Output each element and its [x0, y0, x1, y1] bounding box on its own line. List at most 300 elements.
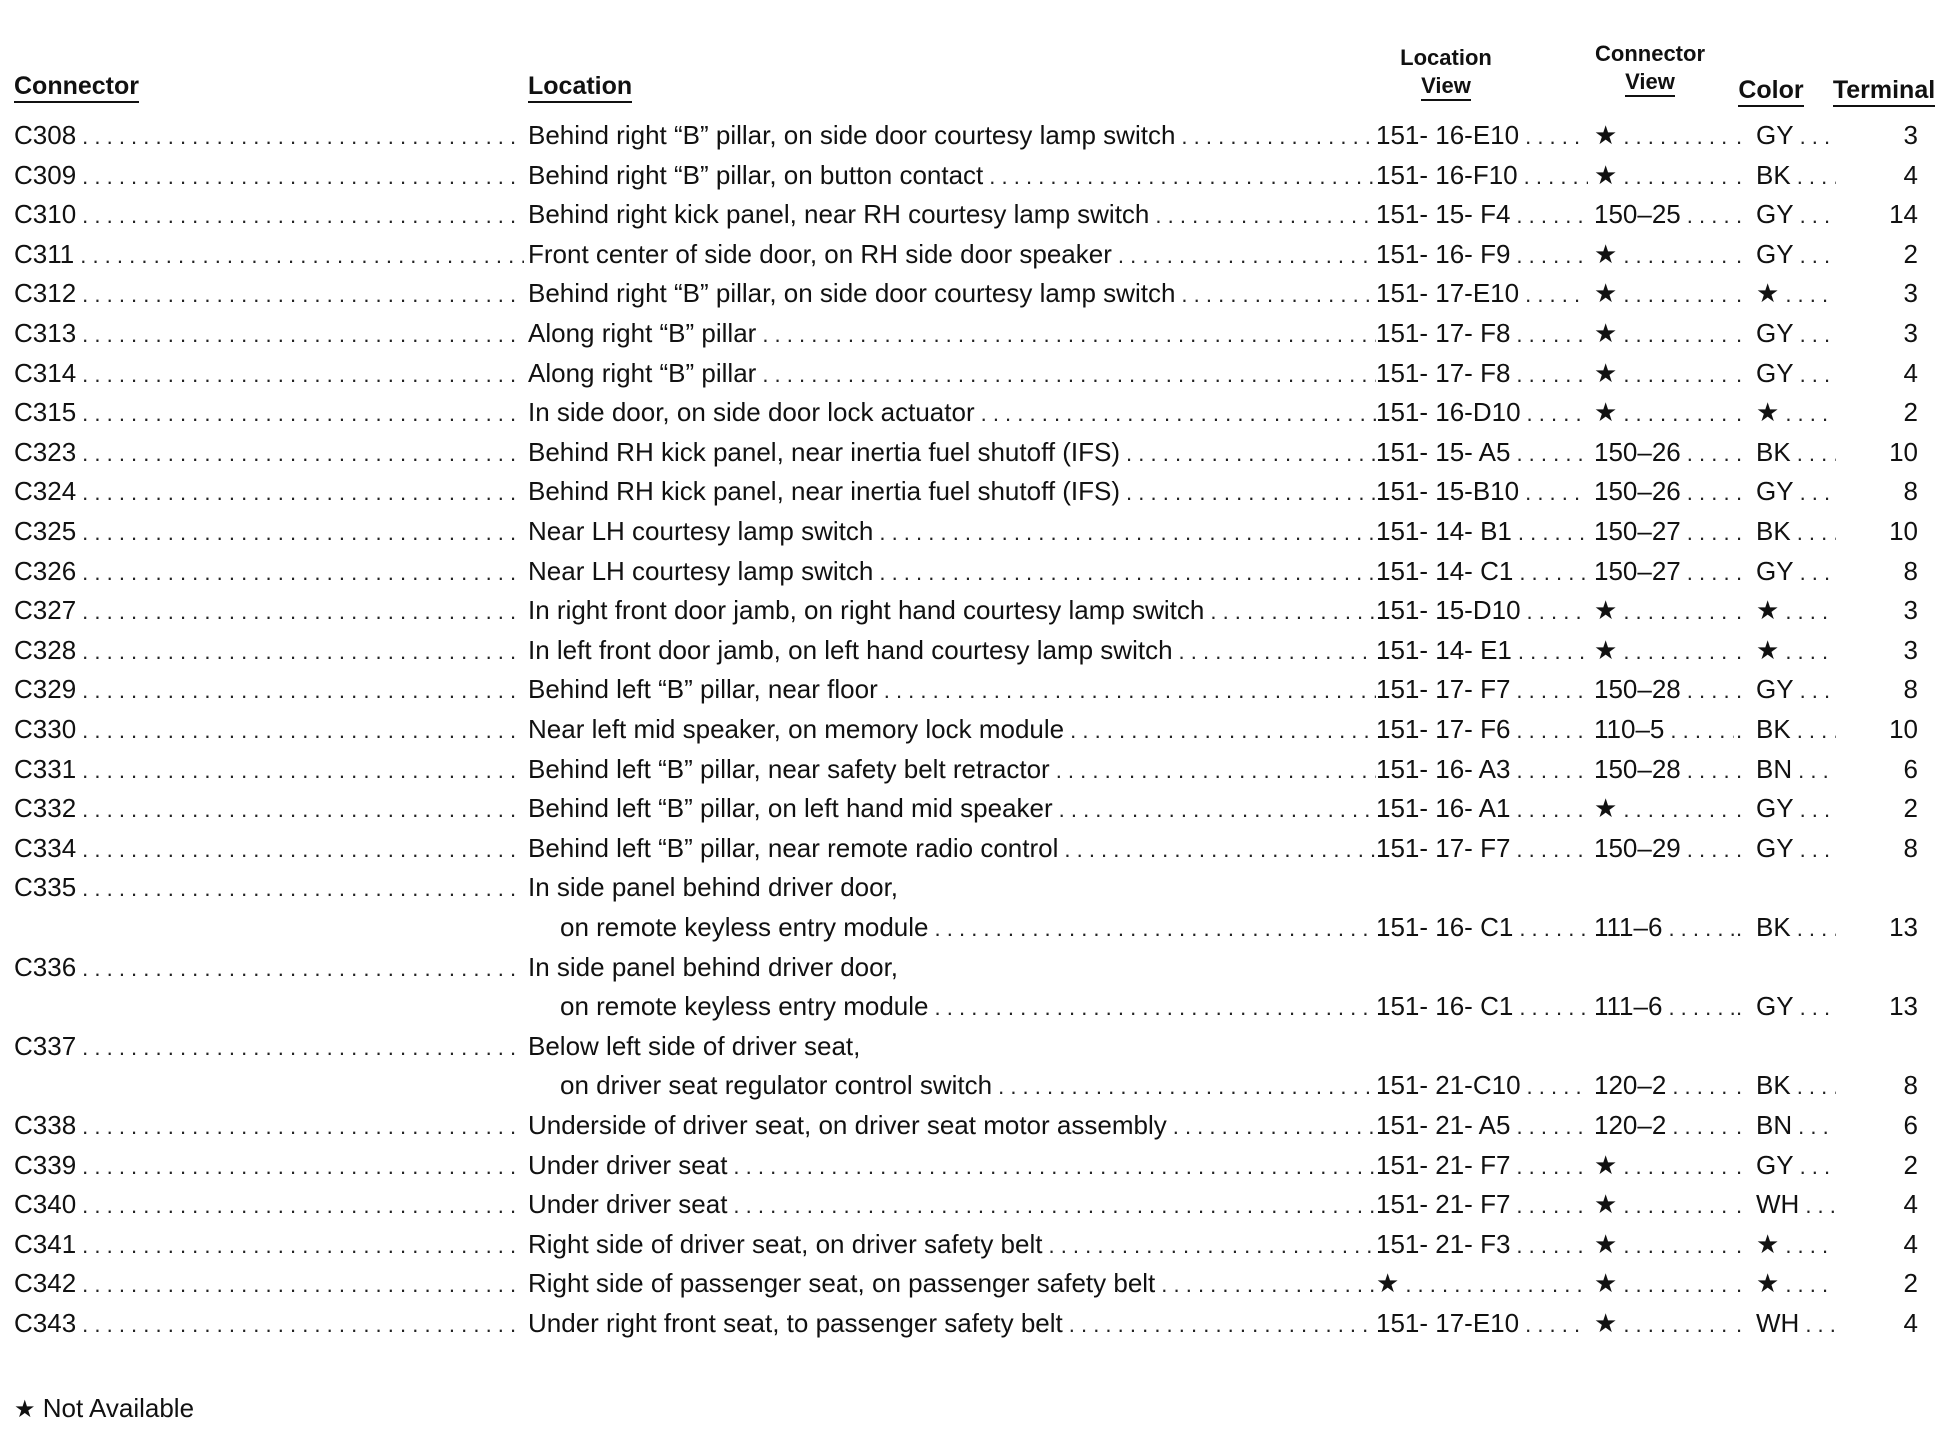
- color-value: ★: [1756, 1268, 1780, 1298]
- location-view-value: 151- 15-D10: [1376, 595, 1521, 625]
- connector-view-value: ★: [1594, 1308, 1618, 1338]
- table-row: [0, 195, 1956, 233]
- dot-leader: [1736, 116, 1750, 154]
- dot-leader: [1623, 393, 1734, 431]
- location-cell: [528, 433, 1376, 471]
- header-color-label: Color: [1738, 76, 1803, 107]
- dot-leader: [1524, 156, 1588, 194]
- connector-view-value: 150–26: [1594, 437, 1681, 467]
- color-value: ★: [1756, 397, 1780, 427]
- dot-leader: [1736, 1185, 1750, 1223]
- location-view-value: 151- 21- F3: [1376, 1229, 1511, 1259]
- header-location-view: [1376, 44, 1516, 100]
- connector-id: C311: [14, 239, 75, 269]
- dot-leader: [1736, 631, 1750, 669]
- dot-leader: [1687, 750, 1734, 788]
- color-value: ★: [1756, 635, 1780, 665]
- dot-leader: [1687, 670, 1734, 708]
- header-terminal: [1824, 76, 1944, 104]
- terminal-cell: [1836, 1225, 1934, 1263]
- terminal-cell: [1836, 512, 1934, 550]
- dot-leader: [1736, 908, 1750, 946]
- terminal-cell: [1836, 116, 1934, 154]
- terminal-cell: [1836, 1146, 1934, 1184]
- location-view-cell: [1376, 1225, 1588, 1263]
- dot-leader: [1161, 1264, 1376, 1302]
- header-connector-label: Connector: [14, 72, 139, 103]
- connector-view-cell: [1594, 1264, 1734, 1302]
- location-view-cell: [1376, 1146, 1588, 1184]
- table-row: [0, 1304, 1956, 1342]
- connector-view-value: ★: [1594, 1229, 1618, 1259]
- location-view-value: 151- 17- F7: [1376, 674, 1511, 704]
- location-text: Behind RH kick panel, near inertia fuel shutoff (IFS): [528, 437, 1121, 467]
- color-cell: [1736, 789, 1836, 827]
- color-cell: [1736, 1146, 1836, 1184]
- dot-leader: [82, 195, 524, 233]
- location-view-value: 151- 17- F8: [1376, 318, 1511, 348]
- connector-id: C340: [14, 1189, 77, 1219]
- location-view-cell: [1376, 472, 1588, 510]
- color-cell: [1736, 591, 1836, 629]
- location-view-cell: [1376, 1264, 1588, 1302]
- location-view-cell: [1376, 354, 1588, 392]
- color-cell: [1736, 1185, 1836, 1223]
- location-view-value: 151- 21- F7: [1376, 1150, 1511, 1180]
- connector-id-cell: [14, 710, 524, 748]
- dot-leader: [1800, 829, 1836, 867]
- terminal-value: 14: [1889, 199, 1918, 229]
- color-value: GY: [1756, 556, 1794, 586]
- dot-leader: [82, 1146, 524, 1184]
- dot-leader: [1118, 235, 1376, 273]
- connector-view-value: ★: [1594, 793, 1618, 823]
- location-view-cell: [1376, 195, 1588, 233]
- location-text: Near left mid speaker, on memory lock module: [528, 714, 1065, 744]
- dot-leader: [1179, 631, 1376, 669]
- connector-id-cell: [14, 631, 524, 669]
- location-view-cell: [1376, 235, 1588, 273]
- dot-leader: [1797, 1066, 1836, 1104]
- table-row: [0, 631, 1956, 669]
- connector-id: C313: [14, 318, 77, 348]
- connector-id-cell: [14, 552, 524, 590]
- connector-id-cell: [14, 868, 524, 906]
- terminal-cell: [1836, 829, 1934, 867]
- color-value: ★: [1756, 1229, 1780, 1259]
- terminal-value: 2: [1903, 793, 1918, 823]
- dot-leader: [1519, 552, 1588, 590]
- connector-id-cell: [14, 948, 524, 986]
- location-text: In side panel behind driver door,: [528, 952, 899, 982]
- dot-leader: [82, 670, 524, 708]
- location-view-value: 151- 17- F6: [1376, 714, 1511, 744]
- dot-leader: [1736, 789, 1750, 827]
- dot-leader: [1519, 908, 1588, 946]
- terminal-value: 3: [1903, 278, 1918, 308]
- connector-view-value: 120–2: [1594, 1070, 1667, 1100]
- dot-leader: [1056, 750, 1376, 788]
- terminal-value: 8: [1903, 674, 1918, 704]
- dot-leader: [1736, 472, 1750, 510]
- connector-view-value: ★: [1594, 635, 1618, 665]
- dot-leader: [1623, 354, 1734, 392]
- connector-id: C312: [14, 278, 77, 308]
- dot-leader: [1736, 314, 1750, 352]
- location-text: Behind RH kick panel, near inertia fuel shutoff (IFS): [528, 476, 1121, 506]
- dot-leader: [1797, 710, 1836, 748]
- dot-leader: [1736, 750, 1750, 788]
- dot-leader: [1797, 512, 1836, 550]
- color-cell: [1736, 1066, 1836, 1104]
- table-row: [0, 1185, 1956, 1223]
- dot-leader: [1736, 1225, 1750, 1263]
- location-view-cell: [1376, 710, 1588, 748]
- connector-id: C314: [14, 358, 77, 388]
- connector-id: C324: [14, 476, 77, 506]
- connector-view-cell: [1594, 1106, 1734, 1144]
- connector-id: C330: [14, 714, 77, 744]
- connector-id-cell: [14, 433, 524, 471]
- location-view-value: 151- 16- F9: [1376, 239, 1511, 269]
- location-view-cell: [1376, 1304, 1588, 1342]
- location-text: Behind right “B” pillar, on side door courtesy lamp switch: [528, 120, 1176, 150]
- connector-view-cell: [1594, 591, 1734, 629]
- terminal-cell: [1836, 235, 1934, 273]
- connector-id: C332: [14, 793, 77, 823]
- location-view-value: 151- 17- F7: [1376, 833, 1511, 863]
- header-terminal-label: Terminal: [1833, 76, 1935, 107]
- connector-view-cell: [1594, 987, 1734, 1025]
- dot-leader: [1623, 1146, 1734, 1184]
- terminal-value: 4: [1903, 1229, 1918, 1259]
- connector-id-cell: [14, 274, 524, 312]
- connector-id: C336: [14, 952, 77, 982]
- dot-leader: [1736, 552, 1750, 590]
- dot-leader: [1069, 1304, 1376, 1342]
- location-text: Under right front seat, to passenger safety belt: [528, 1308, 1063, 1338]
- terminal-cell: [1836, 433, 1934, 471]
- dot-leader: [82, 552, 524, 590]
- dot-leader: [1736, 156, 1750, 194]
- header-connector-view-line1: Connector: [1595, 41, 1705, 66]
- terminal-cell: [1836, 670, 1934, 708]
- color-value: GY: [1756, 318, 1794, 348]
- connector-view-value: ★: [1594, 595, 1618, 625]
- color-value: BN: [1756, 1110, 1793, 1140]
- dot-leader: [1126, 472, 1376, 510]
- connector-view-cell: [1594, 274, 1734, 312]
- location-view-value: 151- 14- C1: [1376, 556, 1514, 586]
- location-text-continued: on remote keyless entry module: [560, 912, 929, 942]
- table-row: [0, 512, 1956, 550]
- connector-view-value: ★: [1594, 1189, 1618, 1219]
- terminal-value: 10: [1889, 516, 1918, 546]
- location-text: Behind left “B” pillar, near floor: [528, 674, 878, 704]
- dot-leader: [82, 116, 524, 154]
- location-cell: [528, 116, 1376, 154]
- location-view-value: 151- 14- E1: [1376, 635, 1512, 665]
- header-connector: [14, 72, 139, 100]
- dot-leader: [82, 948, 524, 986]
- table-row: [0, 472, 1956, 510]
- dot-leader: [1800, 195, 1836, 233]
- location-cell: [528, 670, 1376, 708]
- dot-leader: [82, 750, 524, 788]
- connector-view-cell: [1594, 235, 1734, 273]
- color-value: BK: [1756, 437, 1791, 467]
- connector-view-value: ★: [1594, 318, 1618, 348]
- header-location-label: Location: [528, 72, 632, 103]
- dot-leader: [1525, 274, 1588, 312]
- location-cell-continued: [560, 1066, 1376, 1104]
- terminal-value: 2: [1903, 239, 1918, 269]
- dot-leader: [1672, 1066, 1734, 1104]
- dot-leader: [1516, 235, 1588, 273]
- connector-id-cell: [14, 314, 524, 352]
- table-row-continuation: [0, 1066, 1956, 1104]
- dot-leader: [82, 710, 524, 748]
- dot-leader: [1623, 591, 1734, 629]
- connector-view-cell: [1594, 156, 1734, 194]
- dot-leader: [1525, 472, 1588, 510]
- terminal-cell: [1836, 1264, 1934, 1302]
- location-view-value: 151- 16-D10: [1376, 397, 1521, 427]
- connector-id: C337: [14, 1031, 77, 1061]
- color-cell: [1736, 314, 1836, 352]
- color-cell: [1736, 552, 1836, 590]
- location-cell: [528, 829, 1376, 867]
- dot-leader: [1670, 710, 1734, 748]
- dot-leader: [82, 829, 524, 867]
- color-cell: [1736, 116, 1836, 154]
- dot-leader: [1623, 274, 1734, 312]
- table-row: [0, 789, 1956, 827]
- dot-leader: [82, 1185, 524, 1223]
- dot-leader: [1736, 591, 1750, 629]
- location-view-value: 151- 15- A5: [1376, 437, 1511, 467]
- dot-leader: [1736, 195, 1750, 233]
- connector-view-cell: [1594, 1304, 1734, 1342]
- table-row: [0, 670, 1956, 708]
- location-view-cell: [1376, 1185, 1588, 1223]
- dot-leader: [1070, 710, 1376, 748]
- connector-view-value: 150–29: [1594, 833, 1681, 863]
- connector-id: C339: [14, 1150, 77, 1180]
- location-text: Behind right “B” pillar, on button contact: [528, 160, 984, 190]
- terminal-value: 6: [1903, 754, 1918, 784]
- color-cell: [1736, 274, 1836, 312]
- location-view-cell: [1376, 512, 1588, 550]
- footnote-text: Not Available: [42, 1393, 195, 1423]
- location-view-value: 151- 16- A3: [1376, 754, 1511, 784]
- dot-leader: [1736, 354, 1750, 392]
- terminal-cell: [1836, 552, 1934, 590]
- dot-leader: [1736, 710, 1750, 748]
- connector-id: C328: [14, 635, 77, 665]
- dot-leader: [1519, 987, 1588, 1025]
- terminal-cell: [1836, 591, 1934, 629]
- color-value: BK: [1756, 1070, 1791, 1100]
- terminal-cell: [1836, 314, 1934, 352]
- color-value: WH: [1756, 1189, 1800, 1219]
- dot-leader: [1518, 631, 1588, 669]
- dot-leader: [1800, 472, 1836, 510]
- connector-view-cell: [1594, 710, 1734, 748]
- location-cell: [528, 156, 1376, 194]
- dot-leader: [733, 1146, 1376, 1184]
- dot-leader: [733, 1185, 1376, 1223]
- location-cell: [528, 750, 1376, 788]
- connector-view-value: ★: [1594, 278, 1618, 308]
- dot-leader: [1623, 1185, 1734, 1223]
- dot-leader: [1668, 987, 1734, 1025]
- connector-id-cell: [14, 750, 524, 788]
- dot-leader: [1800, 552, 1836, 590]
- connector-id-cell: [14, 472, 524, 510]
- terminal-value: 2: [1903, 1150, 1918, 1180]
- color-cell: [1736, 354, 1836, 392]
- dot-leader: [1064, 829, 1376, 867]
- connector-view-value: ★: [1594, 358, 1618, 388]
- terminal-value: 13: [1889, 991, 1918, 1021]
- dot-leader: [1516, 750, 1588, 788]
- table-row: [0, 274, 1956, 312]
- location-text: In side panel behind driver door,: [528, 872, 899, 902]
- location-text: Underside of driver seat, on driver seat motor assembly: [528, 1110, 1167, 1140]
- dot-leader: [1155, 195, 1376, 233]
- connector-view-value: 150–26: [1594, 476, 1681, 506]
- connector-view-value: 111–6: [1594, 991, 1663, 1021]
- connector-view-cell: [1594, 1066, 1734, 1104]
- location-cell: [528, 393, 1376, 431]
- dot-leader: [1048, 1225, 1376, 1263]
- dot-leader: [1516, 195, 1588, 233]
- color-cell: [1736, 670, 1836, 708]
- connector-id-cell: [14, 156, 524, 194]
- color-value: GY: [1756, 120, 1794, 150]
- table-row: [0, 354, 1956, 392]
- dot-leader: [82, 1225, 524, 1263]
- dot-leader: [1516, 1106, 1588, 1144]
- location-view-cell: [1376, 393, 1588, 431]
- location-cell: [528, 1225, 1376, 1263]
- location-text: Near LH courtesy lamp switch: [528, 516, 874, 546]
- dot-leader: [1623, 631, 1734, 669]
- terminal-cell: [1836, 987, 1934, 1025]
- location-cell: [528, 631, 1376, 669]
- dot-leader: [82, 156, 524, 194]
- table-row: [0, 393, 1956, 431]
- connector-id-cell: [14, 393, 524, 431]
- location-view-value: 151- 14- B1: [1376, 516, 1512, 546]
- dot-leader: [935, 987, 1376, 1025]
- connector-id: C325: [14, 516, 77, 546]
- connector-id: C308: [14, 120, 77, 150]
- terminal-cell: [1836, 908, 1934, 946]
- dot-leader: [1672, 1106, 1734, 1144]
- location-cell: [528, 1027, 1376, 1065]
- dot-leader: [1173, 1106, 1376, 1144]
- star-icon: ★: [14, 1396, 36, 1423]
- dot-leader: [1736, 393, 1750, 431]
- dot-leader: [82, 512, 524, 550]
- location-view-cell: [1376, 908, 1588, 946]
- location-view-cell: [1376, 116, 1588, 154]
- location-text: Near LH courtesy lamp switch: [528, 556, 874, 586]
- terminal-value: 3: [1903, 595, 1918, 625]
- location-view-value: 151- 17- F8: [1376, 358, 1511, 388]
- terminal-value: 8: [1903, 1070, 1918, 1100]
- dot-leader: [1797, 908, 1836, 946]
- dot-leader: [1516, 789, 1588, 827]
- header-color: [1726, 76, 1816, 104]
- color-cell: [1736, 710, 1836, 748]
- dot-leader: [1623, 1225, 1734, 1263]
- header-location: [528, 72, 632, 100]
- location-text: Right side of driver seat, on driver safety belt: [528, 1229, 1043, 1259]
- location-cell: [528, 235, 1376, 273]
- table-row: [0, 750, 1956, 788]
- terminal-cell: [1836, 789, 1934, 827]
- dot-leader: [82, 631, 524, 669]
- terminal-value: 4: [1903, 358, 1918, 388]
- connector-id: C309: [14, 160, 77, 190]
- color-cell: [1736, 987, 1836, 1025]
- dot-leader: [981, 393, 1376, 431]
- color-cell: [1736, 393, 1836, 431]
- connector-id: C335: [14, 872, 77, 902]
- terminal-value: 6: [1903, 1110, 1918, 1140]
- location-view-cell: [1376, 156, 1588, 194]
- location-text: Behind left “B” pillar, on left hand mid speaker: [528, 793, 1053, 823]
- color-value: BK: [1756, 714, 1791, 744]
- location-view-cell: [1376, 829, 1588, 867]
- dot-leader: [1518, 512, 1588, 550]
- dot-leader: [1525, 116, 1588, 154]
- connector-view-cell: [1594, 789, 1734, 827]
- dot-leader: [1736, 1146, 1750, 1184]
- dot-leader: [1785, 1225, 1836, 1263]
- table-row: [0, 116, 1956, 154]
- location-view-value: 151- 21- F7: [1376, 1189, 1511, 1219]
- connector-view-cell: [1594, 393, 1734, 431]
- location-text: Behind right kick panel, near RH courtesy lamp switch: [528, 199, 1150, 229]
- connector-view-cell: [1594, 552, 1734, 590]
- dot-leader: [1736, 1264, 1750, 1302]
- table-row: [0, 591, 1956, 629]
- dot-leader: [1797, 433, 1836, 471]
- location-cell: [528, 789, 1376, 827]
- terminal-cell: [1836, 1185, 1934, 1223]
- terminal-value: 13: [1889, 912, 1918, 942]
- connector-id: C341: [14, 1229, 77, 1259]
- color-cell: [1736, 512, 1836, 550]
- location-text: Under driver seat: [528, 1189, 728, 1219]
- dot-leader: [1516, 314, 1588, 352]
- location-cell-continued: [560, 987, 1376, 1025]
- connector-id-cell: [14, 1264, 524, 1302]
- dot-leader: [1687, 512, 1734, 550]
- dot-leader: [1623, 235, 1734, 273]
- location-cell: [528, 274, 1376, 312]
- connector-id: C338: [14, 1110, 77, 1140]
- dot-leader: [82, 868, 524, 906]
- dot-leader: [1800, 235, 1836, 273]
- dot-leader: [82, 314, 524, 352]
- color-cell: [1736, 631, 1836, 669]
- connector-view-value: 150–28: [1594, 754, 1681, 784]
